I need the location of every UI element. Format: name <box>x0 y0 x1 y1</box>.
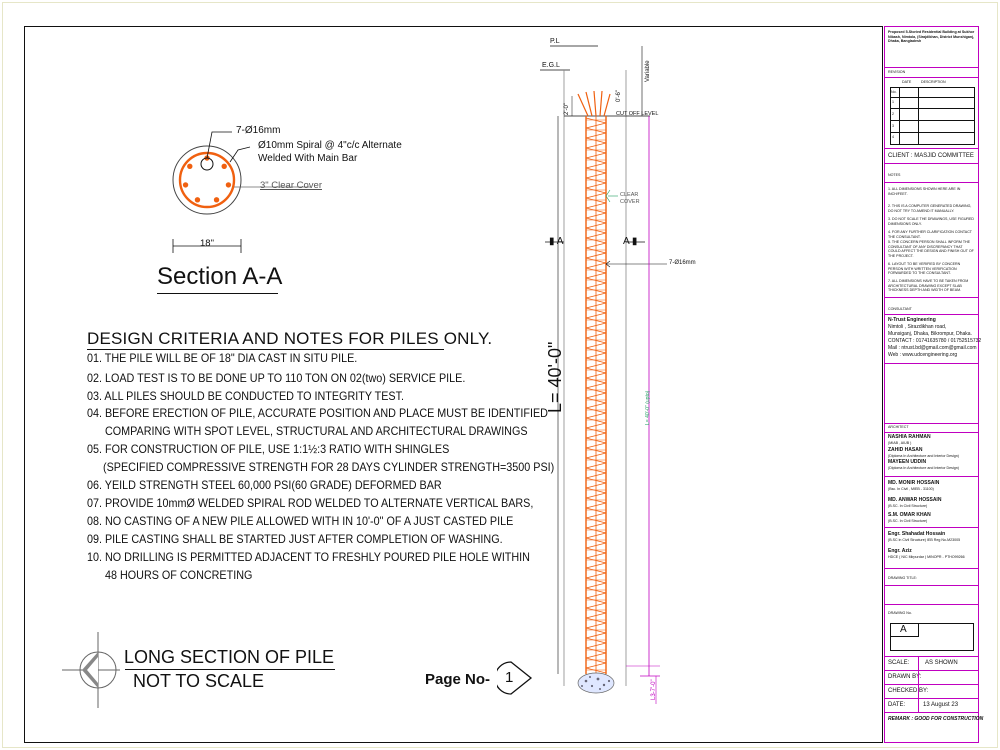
tb-note: 4. FOR ANY FURTHER CLARIFICATION CONTACT THE CONSULTANT. <box>888 230 972 239</box>
tb-note: 7. ALL DIMENSIONS HAVE TO BE TAKEN FROM ARCHITECTURAL DRAWING EXCEPT SLAB THICKNESS DEPTH AND WIDTH OF BEAM. <box>888 279 969 293</box>
engineer-detail: (B.SC. In Civil Structure) <box>888 519 928 523</box>
scale-label: SCALE: <box>888 660 910 666</box>
tb-note: 5. THE CONCERN PERSON SHALL INFORM THE CONSULTANT OF ANY DISCREPANCY THAT COULD AFFECT THE DESIGN AND FINISH OUT OF THE PROJECT. <box>888 240 974 258</box>
remark: REMARK : GOOD FOR CONSTRUCTION <box>888 716 984 722</box>
note-line: 07. PROVIDE 10mmØ WELDED SPIRAL ROD WELDED TO ALTERNATE VERTICAL BARS, <box>87 497 534 510</box>
tb-note: 3. DO NOT SCALE THE DRAWINGS, USE FIGURED DIMENSIONS ONLY. <box>888 217 974 226</box>
rebar-dot <box>187 164 192 169</box>
page-label: Page No- <box>425 671 491 688</box>
note-line: 01. THE PILE WILL BE OF 18" DIA CAST IN SITU PILE. <box>87 352 358 365</box>
drawing-no-label: DRAWING No. <box>888 611 912 615</box>
section-mark-right: A ▮ <box>623 236 638 247</box>
spiral-circle <box>180 153 234 207</box>
sheet-letter: A <box>900 624 907 635</box>
section-title: Section A-A <box>157 263 283 290</box>
engineer-name: MD. MONIR HOSSAIN <box>888 480 940 486</box>
note-line: 48 HOURS OF CONCRETING <box>105 569 253 582</box>
note-line: 02. LOAD TEST IS TO BE DONE UP TO 110 TON ON 02(two) SERVICE PILE. <box>87 372 466 385</box>
engineer2-detail: HDCE ( NIC Mirpurdar ) MINOPR - PTHO99266 <box>888 555 965 559</box>
note-line: 09. PILE CASTING SHALL BE STARTED JUST AFTER COMPLETION OF WASHING. <box>87 533 503 546</box>
note-line: 06. YEILD STRENGTH STEEL 60,000 PSI(60 GRADE) DEFORMED BAR <box>87 479 442 492</box>
consultant-mail: Mail : ntrust.bd@gmail.com@gmail.com <box>888 345 977 351</box>
section-mark-left-text: A <box>556 236 564 247</box>
consultant-web: Web : www.udcengineering.org <box>888 352 958 358</box>
rebar-dot <box>195 197 200 202</box>
consultant-contact: CONTACT : 01741635780 / 01752515732 <box>888 338 982 344</box>
note-line: 05. FOR CONSTRUCTION OF PILE, USE 1:1½:3 RATIO WITH SHINGLES <box>87 443 450 456</box>
long-bars-label: 7-Ø16mm <box>669 260 696 266</box>
revision-desc-col: DESCRIPTION <box>921 80 946 84</box>
engineer2-name: Engr. Aziz <box>888 548 912 554</box>
egl-label: E.G.L <box>542 62 560 69</box>
architect-name: ZAHID HASAN <box>888 447 923 453</box>
revision-num: 1 <box>892 100 894 104</box>
magenta-dim-label: L= 40'-0" (upto) <box>645 390 651 425</box>
long-section-title-1: LONG SECTION OF PILE <box>124 647 335 667</box>
spiral-leader <box>230 147 250 162</box>
tb-note: 2. THIS IS A COMPUTER GENERATED DRAWING, DO NOT TRY TO AMEND IT MANUALLY. <box>888 204 972 213</box>
notes-heading-tb: NOTES <box>888 173 901 177</box>
pile-base-gravel <box>578 673 614 693</box>
project-title: Proposed 5-Storied Residential Building at Sukhor Nibash, Nimtola, (Sirajdikhan, District Munshiganj, Dhaka, Bangladesh <box>888 30 975 44</box>
notes-heading: DESIGN CRITERIA AND NOTES FOR PILES ONLY. <box>87 329 493 348</box>
clear-cover-label-1: CLEAR <box>620 192 639 198</box>
notes-heading-rule <box>87 349 444 350</box>
bottom-dim-label: L3-7'-0" <box>651 679 657 700</box>
revision-heading: REVISION <box>888 70 906 74</box>
engineer-detail: (Bsc. In Civil , MIEB - 31100) <box>888 487 934 491</box>
tb-note: 1. ALL DIMENSIONS SHOWN HERE ARE IN INCH/FEET. <box>888 187 961 196</box>
note-line: 08. NO CASTING OF A NEW PILE ALLOWED WITH IN 10'-0" OF A JUST CASTED PILE <box>87 515 514 528</box>
rebar-dot <box>226 182 231 187</box>
rebar-dot <box>214 197 219 202</box>
engineer2-name: Engr. Shahadat Hossain <box>888 531 946 537</box>
spiral-label-2: Welded With Main Bar <box>258 153 358 164</box>
cutoff-label: CUT OFF LEVEL <box>616 111 659 117</box>
title-rule <box>125 669 335 670</box>
checked-by-label: CHECKED BY: <box>888 688 929 694</box>
engineer-name: S.M. OMAR KHAN <box>888 512 931 518</box>
revision-num: 3 <box>892 124 894 128</box>
tb-note: 6. LAYOUT TO BE VERIFIED BY CONCERN PERSON WITH WRITTEN VERIFICATION FORWARDED TO THE CONSULTANT. <box>888 262 961 276</box>
note-line: (SPECIFIED COMPRESSIVE STRENGTH FOR 28 DAYS CYLINDER STRENGTH=3500 PSI) <box>103 461 555 474</box>
revision-no-col: No. <box>891 90 897 94</box>
consultant-name: N-Trust Engineering <box>888 317 936 323</box>
variable-label: Variable <box>645 60 651 82</box>
engineer2-detail: (B.SC in Civil Structure) IEB Reg No-M23005 <box>888 538 961 542</box>
engineer-name: MD. ANWAR HOSSAIN <box>888 497 942 503</box>
page-number: 1 <box>505 669 514 686</box>
revision-num: 2 <box>892 112 894 116</box>
diameter-label: 18" <box>200 238 214 249</box>
drawing-title-label: DRAWING TITLE: <box>888 576 917 580</box>
dim-2ft-label: 2'-0" <box>564 103 570 115</box>
length-label: L= 40'-0" <box>545 341 565 413</box>
drawn-by-label: DRAWN BY: <box>888 674 922 680</box>
note-line: 10. NO DRILLING IS PERMITTED ADJACENT TO FRESHLY POURED PILE HOLE WITHIN <box>87 551 530 564</box>
revision-num: 4 <box>892 135 894 139</box>
consultant-addr2: Munsiganj, Dhaka, Bikrompur, Dhaka. <box>888 331 972 337</box>
architect-name: MAYEEN UDDIN <box>888 459 927 465</box>
long-section-title-2: NOT TO SCALE <box>133 671 265 691</box>
architect-detail: (Diploma In Architecture and Interior Design) <box>888 454 959 458</box>
pl-label: P.L <box>550 38 560 45</box>
architect-heading: ARCHITECT <box>888 425 909 429</box>
cover-label: 3" Clear Cover <box>260 180 322 191</box>
architect-name: NASHIA RAHMAN <box>888 434 931 440</box>
note-line: COMPARING WITH SPOT LEVEL, STRUCTURAL AND ARCHITECTURAL DRAWINGS <box>105 425 528 438</box>
bars-label: 7-Ø16mm <box>236 125 281 136</box>
section-title-underline <box>157 293 278 294</box>
consultant-addr1: Nimtoli , Sirazdikhan road, <box>888 324 947 330</box>
clear-cover-label-2: COVER <box>620 199 640 205</box>
splayed-bars <box>578 91 610 116</box>
scale-value: AS SHOWN <box>925 660 958 666</box>
client-label: CLIENT : MASJID COMMITTEE <box>888 153 974 159</box>
title-block <box>884 26 984 743</box>
north-arrow-symbol <box>60 630 122 710</box>
date-value: 13 August 23 <box>923 702 959 708</box>
section-mark-right-text: A <box>623 236 630 247</box>
section-mark-left: ▮ A <box>549 236 564 247</box>
revision-date-col: DATE <box>902 80 912 84</box>
architect-detail: (MIAB , AIUB ) <box>888 441 912 445</box>
architect-detail: (Diploma In Architecture and Interior Design) <box>888 466 959 470</box>
consultant-heading: CONSULTANT <box>888 307 912 311</box>
note-line: 03. ALL PILES SHOULD BE CONDUCTED TO INTEGRITY TEST. <box>87 390 404 403</box>
date-label: DATE: <box>888 702 906 708</box>
rebar-dot <box>183 182 188 187</box>
spiral-label-1: Ø10mm Spiral @ 4"c/c Alternate <box>258 140 402 151</box>
note-line: 04. BEFORE ERECTION OF PILE, ACCURATE POSITION AND PLACE MUST BE IDENTIFIED <box>87 407 548 420</box>
engineer-detail: (B.SC. In Civil Structure) <box>888 504 928 508</box>
rebar-dot <box>222 164 227 169</box>
dim-6in-label: 0'-6" <box>616 90 622 102</box>
